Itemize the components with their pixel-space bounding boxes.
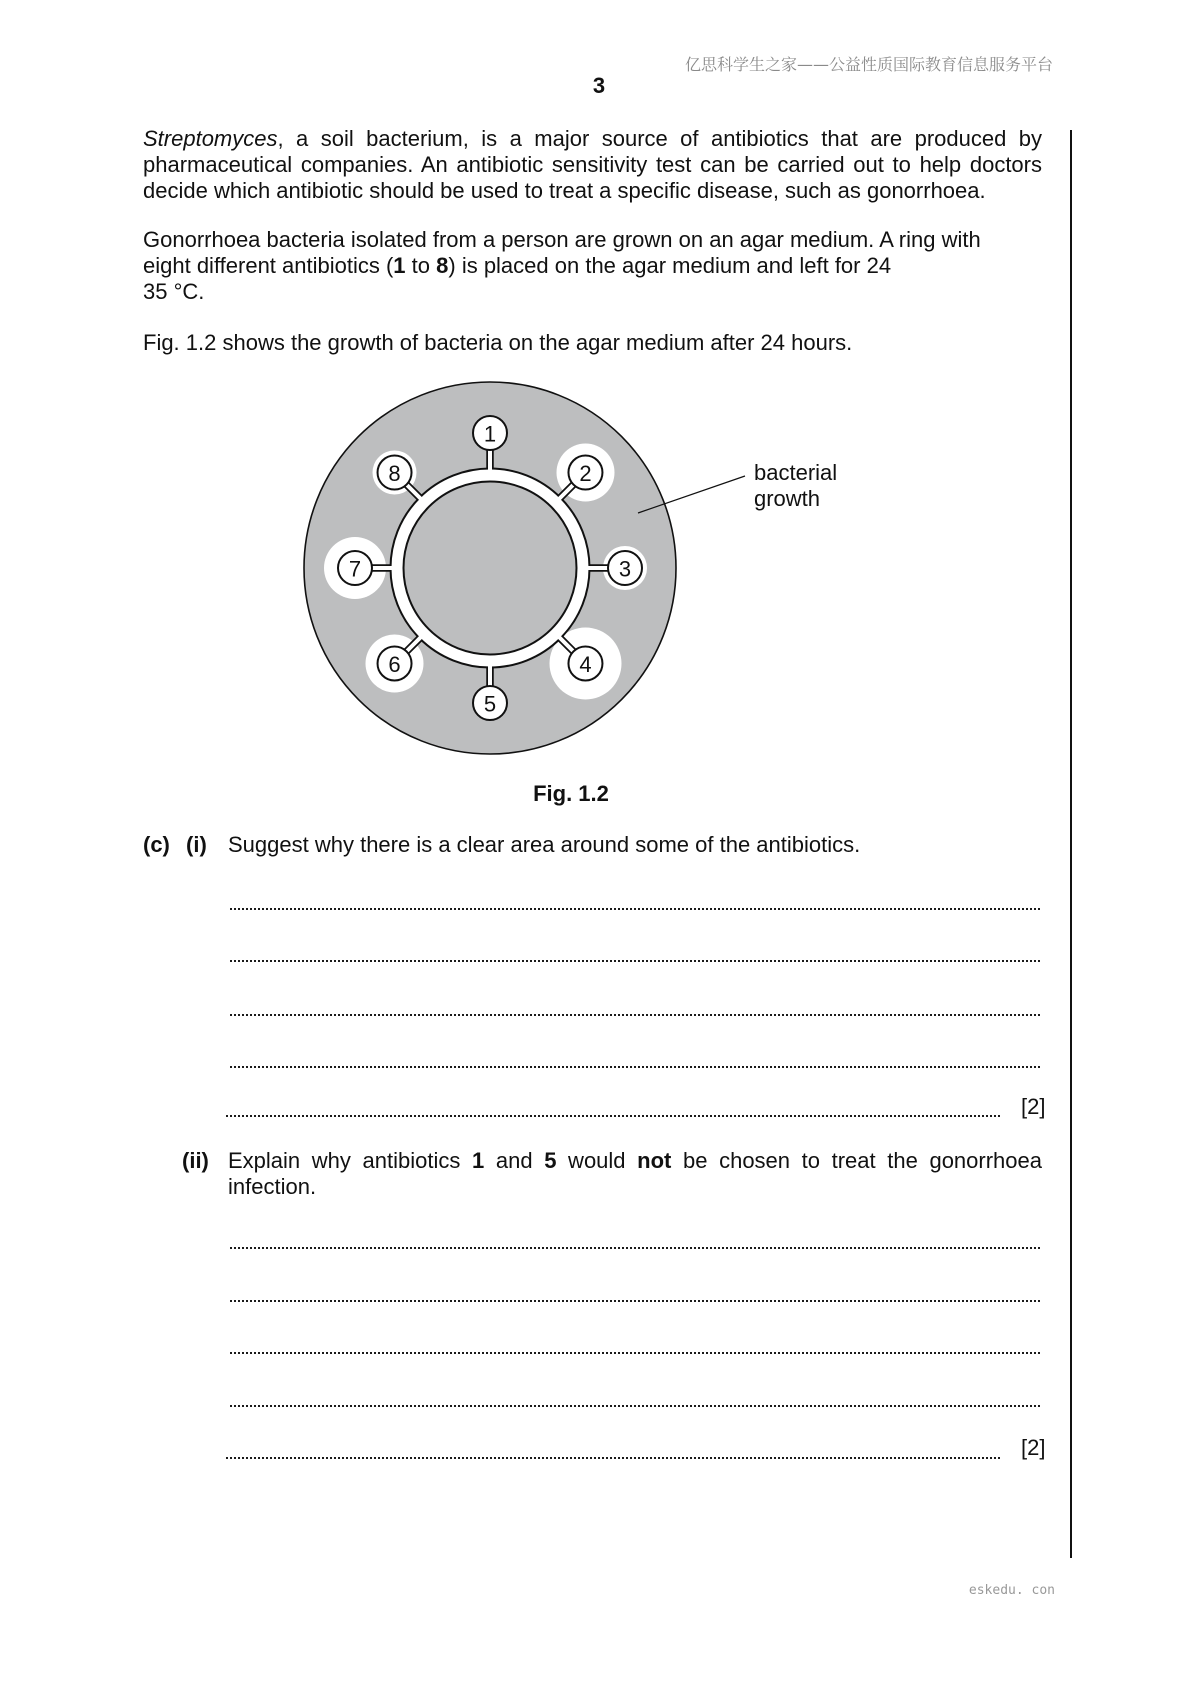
antibiotic-disc-4 [568, 646, 602, 680]
header-watermark: 亿思科学生之家——公益性质国际教育信息服务平台 [684, 55, 1053, 74]
disc-label: 7 [348, 556, 362, 582]
text-run: , a soil bacterium, is a major source of antibiotics that are produced by [277, 126, 1042, 151]
antibiotic-number: 1 [393, 253, 406, 278]
text-run: to [405, 253, 437, 278]
answer-line [230, 1247, 1042, 1249]
answer-line [230, 1405, 1042, 1407]
answer-line [226, 1115, 1001, 1117]
antibiotic-number: 5 [544, 1148, 557, 1173]
antibiotic-disc-3 [608, 551, 642, 585]
subquestion-ii-prompt-line2: infection. [228, 1174, 317, 1199]
answer-line [230, 960, 1042, 962]
intro-para1-line3: decide which antibiotic should be used to treat a specific disease, such as gonorrhoea. [143, 178, 986, 203]
intro-para2-line3: 35 °C. [143, 279, 205, 304]
intro-para2-line1: Gonorrhoea bacteria isolated from a person are grown on an agar medium. A ring with [143, 227, 981, 252]
footer-watermark: eskedu. con [968, 1583, 1055, 1598]
answer-line [230, 1300, 1042, 1302]
examiner-margin-line [1070, 130, 1072, 1558]
annotation-label-line1: bacterial [754, 460, 838, 485]
text-run: be chosen to treat the gonorrhoea [671, 1148, 1042, 1173]
subquestion-i-prompt: Suggest why there is a clear area around some of the antibiotics. [228, 832, 861, 857]
intro-para1-line2: pharmaceutical companies. An antibiotic sensitivity test can be carried out to help doctors [143, 152, 1042, 177]
marks-allocation: [2] [1021, 1094, 1046, 1119]
intro-para1-line1 [143, 126, 1042, 152]
text-run: ) is placed on the agar medium and left for 24 [448, 253, 892, 278]
text-run: eight different antibiotics ( [143, 253, 394, 278]
answer-line [230, 1066, 1042, 1068]
antibiotic-number: 1 [471, 1148, 485, 1173]
antibiotic-disc-1 [473, 416, 507, 450]
emphasis-word: not [637, 1148, 672, 1173]
disc-label: 5 [483, 691, 497, 717]
antibiotic-disc-6 [378, 646, 412, 680]
agar-plate-figure [290, 375, 770, 765]
antibiotic-number: 8 [436, 253, 449, 278]
question-part-label: (c) [143, 832, 170, 857]
answer-line [230, 908, 1042, 910]
antibiotic-disc-8 [378, 456, 412, 490]
marks-allocation: [2] [1021, 1435, 1046, 1460]
subquestion-i-label: (i) [186, 832, 207, 857]
disc-label: 1 [483, 421, 497, 447]
ring-centre [404, 482, 577, 655]
subquestion-ii-label: (ii) [182, 1148, 209, 1173]
subquestion-ii-prompt-line1 [228, 1148, 1042, 1174]
disc-label: 4 [579, 652, 592, 677]
species-name: Streptomyces [143, 126, 278, 151]
intro-para2-line2 [143, 253, 891, 279]
answer-line [230, 1014, 1042, 1016]
disc-label: 3 [618, 556, 632, 582]
disc-label: 2 [579, 461, 592, 486]
answer-line [226, 1457, 1001, 1459]
disc-label: 6 [388, 652, 401, 677]
figure-caption: Fig. 1.2 [533, 781, 609, 806]
text-run: Explain why antibiotics [228, 1148, 472, 1173]
answer-line [230, 1352, 1042, 1354]
antibiotic-disc-5 [473, 686, 507, 720]
text-run: would [556, 1148, 638, 1173]
annotation-label-line2: growth [754, 486, 821, 511]
intro-para3: Fig. 1.2 shows the growth of bacteria on the agar medium after 24 hours. [143, 330, 853, 355]
antibiotic-disc-7 [338, 551, 372, 585]
disc-label: 8 [388, 461, 401, 486]
antibiotic-disc-2 [568, 456, 602, 490]
text-run: and [484, 1148, 545, 1173]
page-number: 3 [592, 73, 606, 98]
